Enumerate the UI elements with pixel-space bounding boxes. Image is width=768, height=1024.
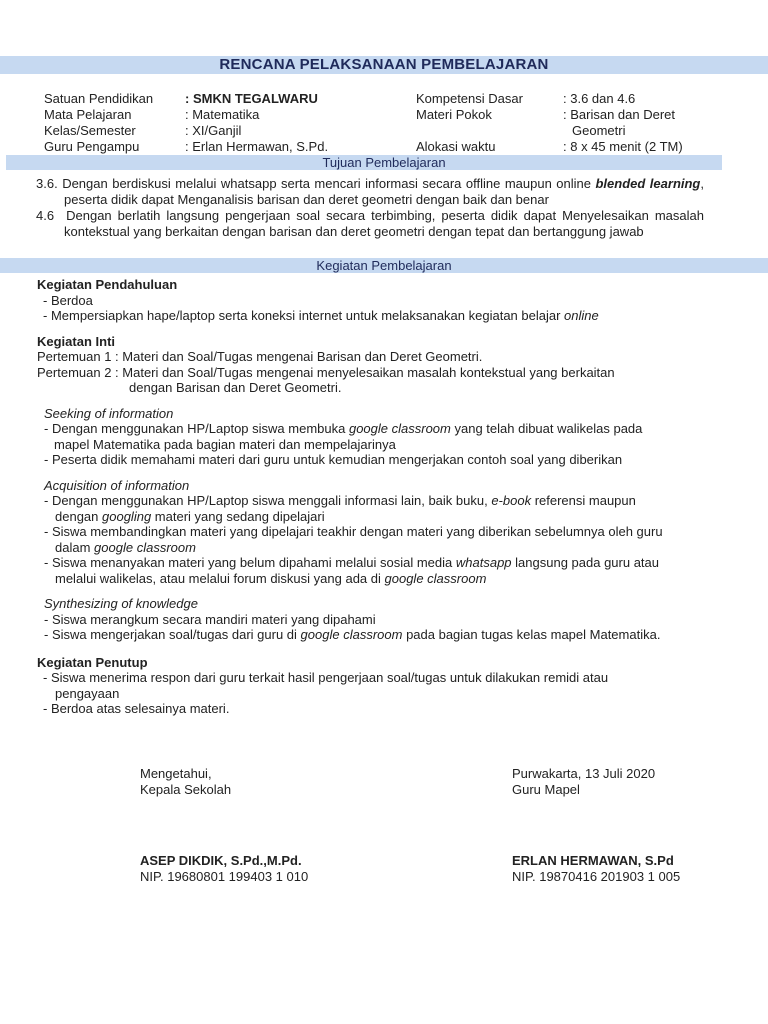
list-item-cont [37, 509, 737, 525]
list-item: - Siswa menerima respon dari guru terkait hasil pengerjaan soal/tugas untuk dilakukan remidi atau [43, 670, 609, 685]
text-emphasis: e-book [491, 493, 532, 508]
text-emphasis: google classroom [300, 627, 403, 642]
info-label: Materi Pokok [416, 107, 492, 122]
inti-title: Kegiatan Inti [37, 333, 116, 349]
list-item-cont [37, 540, 737, 556]
pertemuan-2: Pertemuan 2 : Materi dan Soal/Tugas mengenai menyelesaikan masalah kontekstual yang berkaitan [37, 364, 615, 380]
info-label: Kompetensi Dasar [416, 91, 523, 106]
text: - Siswa mengerjakan soal/tugas dari guru di [44, 627, 297, 642]
info-value: : Matematika [185, 107, 260, 122]
sig-line: Mengetahui, [140, 766, 212, 781]
sig-line: Kepala Sekolah [140, 781, 232, 797]
info-label [416, 123, 523, 139]
info-value: : SMKN TEGALWARU [185, 91, 318, 106]
list-item-cont [37, 571, 737, 587]
tujuan-heading: Tujuan Pembelajaran [322, 155, 446, 170]
text: dengan [55, 508, 99, 524]
list-item-cont: mapel Matematika pada bagian materi dan mempelajarinya [54, 436, 396, 452]
info-left-labels [44, 91, 153, 155]
info-value: : 3.6 dan 4.6 [563, 91, 636, 106]
pertemuan-1: Pertemuan 1 : Materi dan Soal/Tugas mengenai Barisan dan Deret Geometri. [37, 349, 483, 364]
info-right-values [563, 91, 683, 155]
info-value: : Barisan dan Deret [563, 107, 676, 122]
text: - Siswa menanyakan materi yang belum dipahami melalui sosial media [44, 555, 453, 570]
list-item-cont: pengayaan [55, 685, 120, 701]
text-emphasis: whatsapp [455, 555, 512, 570]
sig-line: Purwakarta, 13 Juli 2020 [512, 766, 656, 781]
seeking-title: Seeking of information [44, 405, 174, 421]
list-item: - Peserta didik memahami materi dari guru untuk kemudian mengerjakan contoh soal yang diberikan [44, 452, 623, 467]
info-value: : 8 x 45 menit (2 TM) [563, 139, 683, 154]
item-number: 3.6. [36, 176, 58, 191]
kegiatan-body [37, 277, 737, 717]
penutup-title: Kegiatan Penutup [37, 654, 148, 670]
text: - Mempersiapkan hape/laptop serta koneksi internet untuk melaksanakan kegiatan belajar [43, 308, 561, 323]
text: pada bagian tugas kelas mapel Matematika. [406, 627, 661, 642]
list-item: - Berdoa atas selesainya materi. [43, 701, 230, 716]
pendahuluan-title: Kegiatan Pendahuluan [37, 277, 178, 292]
pertemuan-2-cont: dengan Barisan dan Deret Geometri. [129, 380, 342, 395]
list-item [37, 421, 737, 437]
synth-title: Synthesizing of knowledge [44, 596, 198, 611]
info-value: : XI/Ganjil [185, 123, 242, 138]
info-label: Kelas/Semester [44, 123, 136, 138]
text-emphasis: google classroom [94, 539, 196, 555]
text-emphasis: google classroom [384, 570, 487, 586]
text-emphasis: online [564, 308, 599, 323]
text: yang telah dibuat walikelas pada [454, 421, 643, 436]
signature-right [512, 766, 680, 884]
acquisition-title: Acquisition of information [44, 477, 190, 493]
page-title: RENCANA PELAKSANAAN PEMBELAJARAN [219, 56, 549, 73]
list-item: - Siswa membandingkan materi yang dipelajari teakhir dengan materi yang diberikan sebelumnya oleh guru [44, 524, 663, 539]
sig-name: ERLAN HERMAWAN, S.Pd [512, 853, 674, 868]
text: Dengan berdiskusi melalui whatsapp serta mencari informasi secara offline maupun online [62, 176, 591, 191]
text: , peserta didik dapat Menganalisis barisan dan deret geometri dengan baik dan benar [64, 176, 704, 207]
text-emphasis: blended learning [595, 176, 701, 191]
signature-left [140, 766, 308, 884]
info-right-labels [416, 91, 523, 155]
text: langsung pada guru atau [515, 555, 660, 570]
text: melalui walikelas, atau melalui forum diskusi yang ada di [55, 570, 381, 586]
list-item [37, 555, 737, 571]
sig-name: ASEP DIKDIK, S.Pd.,M.Pd. [140, 853, 302, 868]
info-value: : Erlan Hermawan, S.Pd. [185, 139, 329, 154]
tujuan-item [36, 176, 704, 207]
text: referensi maupun [534, 493, 636, 508]
text-emphasis: googling [102, 508, 152, 524]
sig-nip: NIP. 19680801 199403 1 010 [140, 868, 309, 884]
info-left-values [185, 91, 328, 155]
info-label: Mata Pelajaran [44, 107, 132, 122]
item-number: 4.6 [36, 208, 55, 223]
info-label: Alokasi waktu [416, 139, 496, 154]
info-label: Satuan Pendidikan [44, 91, 154, 106]
text: - Dengan menggunakan HP/Laptop siswa membuka [44, 421, 346, 436]
sig-line: Guru Mapel [512, 781, 580, 797]
list-item: - Siswa merangkum secara mandiri materi yang dipahami [44, 611, 376, 627]
tujuan-item [36, 208, 704, 239]
text: dalam [55, 539, 91, 555]
list-item: - Berdoa [43, 292, 93, 308]
text: Dengan berlatih langsung pengerjaan soal secara terbimbing, peserta didik dapat Menyelesaikan masalah kontekstual yang berkaitan dengan barisan dan deret geometri dengan tepat dan bertanggung jawab [64, 208, 704, 239]
list-item [37, 627, 737, 643]
info-value: Geometri [572, 123, 626, 138]
kegiatan-heading: Kegiatan Pembelajaran [316, 258, 452, 273]
tujuan-list [36, 176, 704, 239]
text-emphasis: google classroom [348, 421, 451, 436]
list-item [37, 493, 737, 509]
text: - Dengan menggunakan HP/Laptop siswa menggali informasi lain, baik buku, [44, 493, 488, 508]
text: materi yang sedang dipelajari [154, 508, 325, 524]
info-label: Guru Pengampu [44, 139, 140, 154]
sig-nip: NIP. 19870416 201903 1 005 [512, 868, 681, 884]
list-item [37, 308, 737, 324]
